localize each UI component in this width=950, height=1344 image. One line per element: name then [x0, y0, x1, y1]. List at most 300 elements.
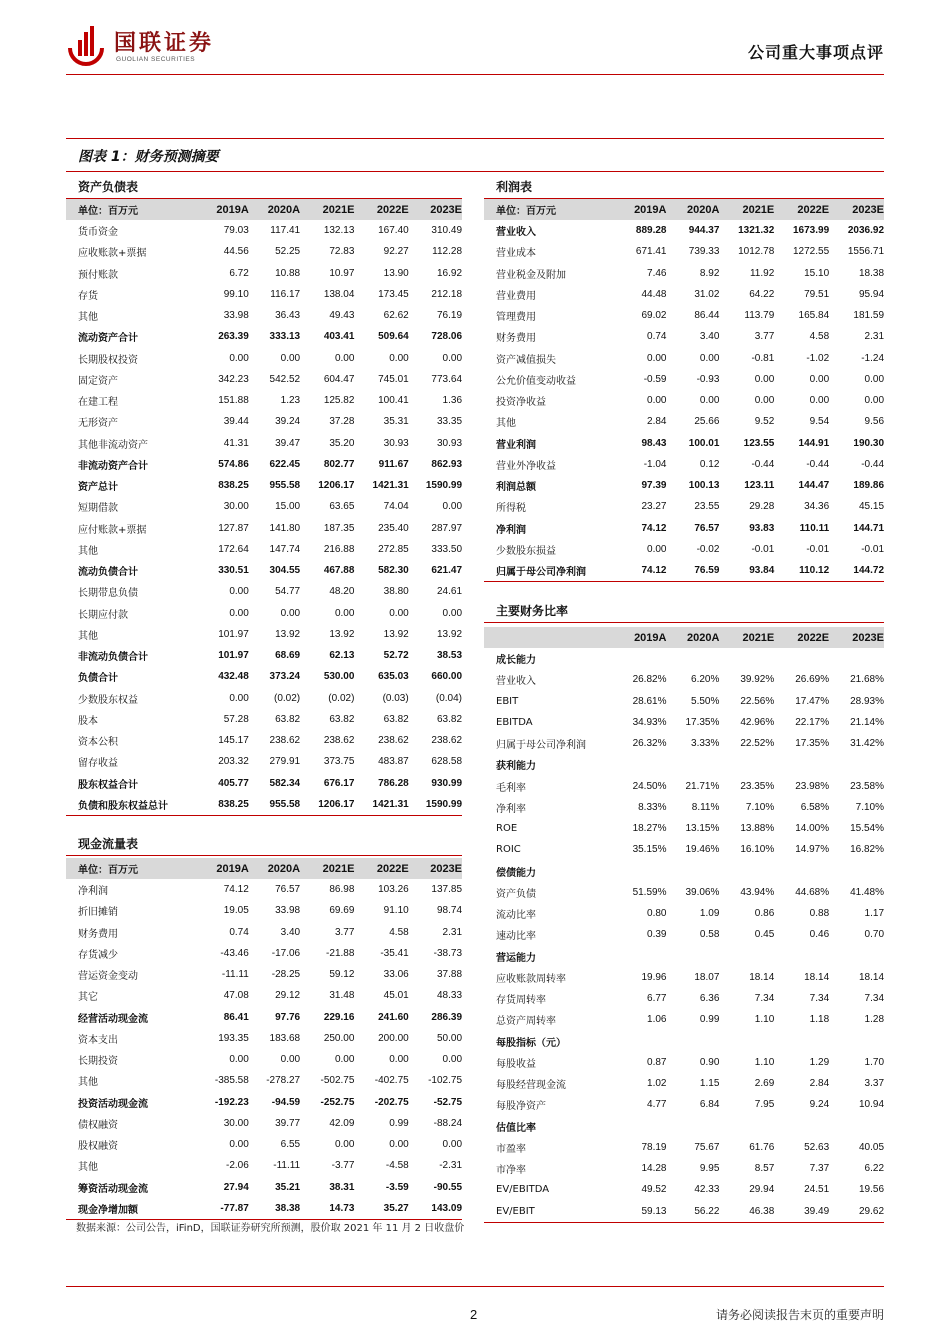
row-label: 货币资金 [78, 227, 118, 239]
row-value: 16.10% [740, 844, 775, 856]
table-row [484, 818, 884, 839]
row-value: 786.28 [378, 777, 409, 789]
row-label: 短期借款 [78, 503, 118, 515]
table-row [484, 776, 884, 797]
report-type: 公司重大事项点评 [747, 43, 884, 62]
row-value: 39.47 [275, 437, 301, 449]
footer-divider [66, 1286, 884, 1287]
table-row [66, 496, 462, 517]
balance-sheet-table [66, 176, 462, 816]
row-value: 144.47 [798, 480, 830, 492]
row-label: 营业费用 [496, 290, 536, 302]
row-value: -21.88 [326, 947, 355, 959]
row-value: 143.09 [431, 1202, 463, 1214]
table-row [66, 1092, 462, 1113]
row-value: 151.88 [218, 395, 249, 407]
row-value: 0.88 [809, 908, 830, 920]
row-value: 147.74 [269, 543, 301, 555]
row-value: 0.70 [864, 929, 885, 941]
row-value: 15.54% [850, 823, 885, 835]
row-value: 241.60 [378, 1011, 409, 1023]
row-value: 43.94% [740, 886, 775, 898]
row-value: 9.24 [809, 1099, 830, 1111]
row-label: 股权融资 [78, 1141, 118, 1153]
row-value: 91.10 [383, 905, 409, 917]
table-row [66, 411, 462, 432]
table-row [484, 348, 884, 369]
row-value: 37.88 [436, 969, 463, 981]
row-value: 38.80 [383, 586, 409, 598]
page-header [66, 18, 884, 75]
row-value: 628.58 [431, 756, 463, 768]
row-value: 35.27 [383, 1202, 409, 1214]
row-value: 31.02 [694, 288, 720, 300]
row-value: 0.12 [699, 458, 720, 470]
row-label: 长期股权投资 [78, 354, 138, 366]
row-value: 19.05 [223, 905, 249, 917]
row-label: 净利润 [78, 886, 108, 898]
header-unit: 单位：百万元 [78, 206, 138, 217]
row-value: 14.97% [795, 844, 830, 856]
row-value: 216.88 [323, 543, 355, 555]
row-value: 310.49 [431, 225, 463, 237]
row-value: 889.28 [635, 225, 667, 237]
row-value: 0.46 [809, 929, 830, 941]
table-row [66, 433, 462, 454]
row-value: 2.84 [809, 1078, 830, 1090]
row-value: 1012.78 [738, 246, 775, 258]
row-value: -192.23 [214, 1096, 249, 1108]
row-value: 635.03 [378, 671, 409, 683]
table-row [66, 964, 462, 985]
table-row [484, 946, 884, 967]
row-value: 30.00 [223, 501, 249, 513]
row-value: 52.25 [275, 246, 301, 258]
row-value: 0.00 [334, 1139, 355, 1151]
row-value: 33.98 [223, 310, 249, 322]
table-row [66, 603, 462, 624]
row-value: 6.55 [280, 1139, 301, 1151]
row-value: 183.68 [269, 1032, 301, 1044]
table-row [66, 645, 462, 666]
row-label: 流动负债合计 [78, 567, 138, 579]
company-logo [66, 22, 246, 70]
row-value: 1321.32 [738, 225, 775, 237]
row-value: 2.69 [754, 1078, 775, 1090]
row-value: 7.34 [864, 993, 885, 1005]
row-value: -17.06 [271, 947, 301, 959]
logo-text-en: GUOLIAN SECURITIES [116, 56, 196, 63]
header-year: 2019A [216, 203, 249, 216]
row-label: 折旧摊销 [78, 907, 118, 919]
row-value: -90.55 [433, 1181, 463, 1193]
row-value: 1.29 [809, 1056, 830, 1068]
row-value: 1.70 [864, 1056, 885, 1068]
header-year: 2022E [376, 203, 409, 216]
row-label: EV/EBIT [496, 1205, 535, 1217]
row-value: 17.47% [795, 695, 830, 707]
row-value: 0.00 [809, 395, 830, 407]
row-label: 每股指标（元） [496, 1037, 566, 1049]
row-value: 802.77 [323, 458, 355, 470]
row-value: 34.93% [632, 716, 667, 728]
table-row [484, 669, 884, 690]
row-value: 18.14 [858, 971, 885, 983]
row-value: 44.68% [795, 886, 830, 898]
row-value: -35.41 [380, 947, 409, 959]
row-value: 6.84 [699, 1099, 720, 1111]
header-year: 2021E [322, 203, 355, 216]
row-value: 483.87 [378, 756, 409, 768]
row-value: -0.02 [696, 543, 720, 555]
header-year: 2023E [430, 203, 463, 216]
row-value: 63.82 [275, 713, 301, 725]
row-value: 99.10 [223, 288, 249, 300]
row-value: 52.63 [804, 1141, 830, 1153]
row-value: 167.40 [378, 225, 409, 237]
row-value: 333.50 [431, 543, 463, 555]
row-label: 投资净收益 [496, 397, 546, 409]
row-value: 33.98 [275, 905, 301, 917]
row-value: 33.06 [383, 969, 409, 981]
table-row [484, 1009, 884, 1030]
table-row [484, 433, 884, 454]
row-value: 0.87 [647, 1056, 667, 1068]
row-value: 0.99 [389, 1117, 409, 1129]
row-value: 18.07 [694, 971, 720, 983]
row-label: 投资活动现金流 [78, 1098, 148, 1110]
row-value: -94.59 [271, 1096, 301, 1108]
row-value: 0.00 [809, 373, 830, 385]
row-value: 4.77 [647, 1099, 667, 1111]
row-label: 营业收入 [496, 676, 536, 688]
row-label: 经营活动现金流 [78, 1013, 148, 1025]
row-label: 资产减值损失 [496, 354, 556, 366]
row-label: ROE [496, 823, 518, 835]
table-header-row [66, 858, 462, 879]
row-value: (0.04) [435, 692, 463, 704]
row-value: 69.02 [641, 310, 667, 322]
row-value: 28.61% [632, 695, 667, 707]
row-value: 0.00 [229, 1139, 249, 1151]
row-value: 1.18 [809, 1014, 830, 1026]
row-value: 173.45 [378, 288, 409, 300]
row-value: -0.44 [806, 458, 830, 470]
logo-mark-icon [66, 22, 106, 66]
row-value: -502.75 [320, 1075, 355, 1087]
row-value: -385.58 [214, 1075, 249, 1087]
row-value: 113.79 [744, 310, 775, 322]
row-label: 长期带息负债 [78, 588, 138, 600]
row-value: -0.93 [696, 373, 720, 385]
row-value: 44.48 [641, 288, 667, 300]
row-value: 2.31 [442, 926, 463, 938]
row-label: 财务费用 [78, 928, 118, 940]
row-label: 其他 [78, 1077, 98, 1089]
row-value: 29.28 [749, 501, 775, 513]
row-value: 0.90 [699, 1056, 720, 1068]
header-year: 2020A [267, 203, 301, 216]
row-value: 193.35 [218, 1032, 249, 1044]
row-value: -2.31 [439, 1160, 463, 1172]
header-year: 2021E [742, 203, 775, 216]
row-label: 资本支出 [78, 1034, 118, 1046]
row-value: 50.00 [436, 1032, 463, 1044]
row-value: -3.59 [385, 1181, 409, 1193]
row-value: 37.28 [329, 416, 355, 428]
row-value: 74.12 [641, 522, 667, 534]
row-value: 42.33 [694, 1184, 720, 1196]
table-title: 主要财务比率 [484, 600, 884, 623]
row-value: -278.27 [266, 1075, 301, 1087]
row-value: 29.94 [749, 1184, 775, 1196]
row-label: 应收账款+票据 [78, 248, 147, 260]
row-value: 97.39 [641, 480, 667, 492]
table-row [66, 475, 462, 496]
row-value: 35.21 [275, 1181, 301, 1193]
row-label: 非流动负债合计 [78, 652, 148, 664]
row-value: 13.88% [740, 823, 775, 835]
row-value: 0.00 [699, 395, 720, 407]
row-value: 530.00 [323, 671, 355, 683]
row-label: 流动比率 [496, 910, 536, 922]
row-value: 930.99 [431, 777, 463, 789]
row-value: 42.09 [329, 1117, 355, 1129]
cash-flow-table [66, 833, 462, 1220]
row-value: 138.04 [323, 288, 355, 300]
table-row [484, 712, 884, 733]
row-value: 1590.99 [425, 798, 463, 810]
row-value: 98.43 [641, 437, 667, 449]
row-value: 838.25 [218, 798, 249, 810]
row-value: 13.15% [685, 823, 720, 835]
table-row [484, 648, 884, 669]
row-value: 117.41 [270, 225, 301, 237]
table-row [484, 1052, 884, 1073]
row-label: 营运能力 [496, 952, 536, 964]
row-value: 72.83 [329, 246, 355, 258]
row-value: 0.00 [442, 607, 463, 619]
row-value: 92.27 [383, 246, 409, 258]
row-value: 41.31 [223, 437, 249, 449]
table-title: 利润表 [484, 176, 884, 199]
table-row [66, 794, 462, 816]
row-value: 63.82 [329, 713, 355, 725]
table-row [484, 241, 884, 262]
row-label: 营业成本 [496, 248, 536, 260]
row-label: 其他 [78, 545, 98, 557]
header-unit: 单位：百万元 [496, 206, 556, 217]
row-value: 0.00 [229, 352, 249, 364]
row-value: 0.00 [229, 607, 249, 619]
row-value: 23.98% [795, 780, 830, 792]
row-value: -43.46 [220, 947, 249, 959]
row-value: 0.00 [754, 373, 775, 385]
row-value: 0.00 [389, 607, 409, 619]
row-value: 5.50% [691, 695, 720, 707]
row-value: 0.00 [647, 543, 667, 555]
table-header-row [484, 627, 884, 648]
row-value: -0.01 [751, 543, 775, 555]
row-value: 97.76 [275, 1011, 301, 1023]
row-label: 成长能力 [496, 655, 536, 667]
row-value: 145.17 [218, 735, 249, 747]
row-value: 509.64 [378, 331, 409, 343]
row-value: 79.03 [223, 225, 249, 237]
row-value: (0.03) [382, 692, 409, 704]
row-label: 存货 [78, 290, 98, 302]
table-row [484, 882, 884, 903]
row-value: 671.41 [635, 246, 667, 258]
row-label: 无形资产 [78, 418, 118, 430]
table-row [66, 688, 462, 709]
row-value: 78.19 [641, 1141, 667, 1153]
row-value: 100.41 [378, 395, 409, 407]
row-value: 0.99 [699, 1014, 720, 1026]
row-value: 1.09 [699, 908, 720, 920]
row-label: 负债和股东权益总计 [78, 800, 168, 812]
row-label: 固定资产 [78, 375, 118, 387]
row-label: 资产总计 [78, 482, 118, 494]
row-value: 622.45 [269, 458, 301, 470]
table-row [66, 900, 462, 921]
row-value: 1.23 [280, 395, 301, 407]
row-value: 955.58 [269, 798, 301, 810]
table-row [66, 1155, 462, 1176]
row-value: 144.71 [853, 522, 885, 534]
row-label: 在建工程 [78, 397, 118, 409]
row-value: 0.80 [647, 908, 667, 920]
row-label: 长期投资 [78, 1056, 118, 1068]
row-value: 6.20% [691, 674, 720, 686]
row-value: 25.66 [694, 416, 720, 428]
table-row [484, 454, 884, 475]
row-value: 8.57 [754, 1163, 775, 1175]
row-value: 0.86 [754, 908, 775, 920]
header-year: 2022E [797, 203, 830, 216]
row-label: 市净率 [496, 1165, 526, 1177]
row-label: 长期应付款 [78, 609, 128, 621]
row-value: 0.00 [229, 586, 249, 598]
row-value: 52.72 [383, 650, 409, 662]
row-value: 0.00 [699, 352, 720, 364]
row-value: 0.00 [280, 352, 301, 364]
table-row [484, 263, 884, 284]
row-label: 归属于母公司净利润 [496, 567, 586, 579]
row-value: 0.00 [389, 1054, 409, 1066]
table-row [484, 560, 884, 582]
table-row [484, 539, 884, 560]
row-value: -0.44 [751, 458, 775, 470]
row-value: 13.92 [329, 628, 355, 640]
row-label: 其他非流动资产 [78, 439, 148, 451]
table-row [484, 1179, 884, 1200]
table-row [66, 1134, 462, 1155]
row-label: ROIC [496, 844, 521, 856]
header-year: 2022E [797, 631, 830, 644]
row-value: 31.48 [329, 990, 355, 1002]
row-label: 预付账款 [78, 269, 118, 281]
table-row [484, 305, 884, 326]
row-label: 营业利润 [496, 439, 536, 451]
row-value: -52.75 [433, 1096, 463, 1108]
row-value: 263.39 [218, 331, 249, 343]
row-value: 123.55 [743, 437, 775, 449]
table-row [484, 861, 884, 882]
row-value: 1421.31 [372, 480, 409, 492]
row-value: 574.86 [218, 458, 249, 470]
row-label: 应付账款+票据 [78, 524, 147, 536]
row-value: 63.82 [383, 713, 409, 725]
table-row [66, 1007, 462, 1028]
row-value: 582.34 [269, 777, 301, 789]
table-row [66, 1177, 462, 1198]
row-value: 7.46 [647, 267, 667, 279]
row-value: 0.74 [229, 926, 249, 938]
row-value: -102.75 [428, 1075, 463, 1087]
table-row [66, 581, 462, 602]
row-value: 16.92 [436, 267, 463, 279]
row-value: 3.77 [334, 926, 355, 938]
table-row [66, 539, 462, 560]
row-value: 1272.55 [792, 246, 830, 258]
row-value: 125.82 [323, 395, 355, 407]
row-value: 0.00 [280, 607, 301, 619]
row-label: 资产负债 [496, 888, 536, 900]
row-value: 22.17% [795, 716, 830, 728]
row-value: -38.73 [433, 947, 463, 959]
row-value: 172.64 [218, 543, 249, 555]
row-value: 35.20 [329, 437, 355, 449]
row-value: 39.92% [740, 674, 775, 686]
table-row [484, 797, 884, 818]
row-value: 7.34 [754, 993, 775, 1005]
row-value: 0.00 [229, 692, 249, 704]
row-value: 9.54 [809, 416, 830, 428]
row-value: -0.01 [806, 543, 830, 555]
row-value: -11.11 [273, 1160, 301, 1172]
row-value: 56.22 [694, 1205, 720, 1217]
row-value: -28.25 [271, 969, 301, 981]
header-year: 2023E [852, 203, 885, 216]
row-label: EV/EBITDA [496, 1184, 550, 1196]
row-value: 8.92 [699, 267, 720, 279]
row-value: 76.57 [694, 522, 720, 534]
row-label: 营业外净收益 [496, 460, 556, 472]
row-value: 23.35% [740, 780, 775, 792]
row-value: 57.28 [223, 713, 249, 725]
row-value: 17.35% [795, 738, 830, 750]
row-value: 7.10% [745, 801, 775, 813]
row-value: 6.72 [229, 267, 249, 279]
row-value: 660.00 [431, 671, 463, 683]
row-value: 26.32% [632, 738, 667, 750]
header-year: 2023E [852, 631, 885, 644]
row-value: 181.59 [853, 310, 885, 322]
data-source-note: 数据来源：公司公告，iFinD，国联证券研究所预测，股价取 2021 年 11 月 2 日收盘价 [76, 1223, 465, 1234]
row-value: 2036.92 [847, 225, 885, 237]
row-label: 现金净增加额 [78, 1204, 138, 1216]
table-row [66, 943, 462, 964]
row-label: 每股净资产 [496, 1101, 546, 1113]
row-value: 3.40 [699, 331, 720, 343]
table-row [484, 326, 884, 347]
header-year: 2019A [216, 862, 249, 875]
header-year: 2019A [634, 631, 667, 644]
row-label: 营业收入 [496, 227, 536, 239]
row-label: 估值比率 [496, 1122, 536, 1134]
row-value: 64.22 [749, 288, 775, 300]
